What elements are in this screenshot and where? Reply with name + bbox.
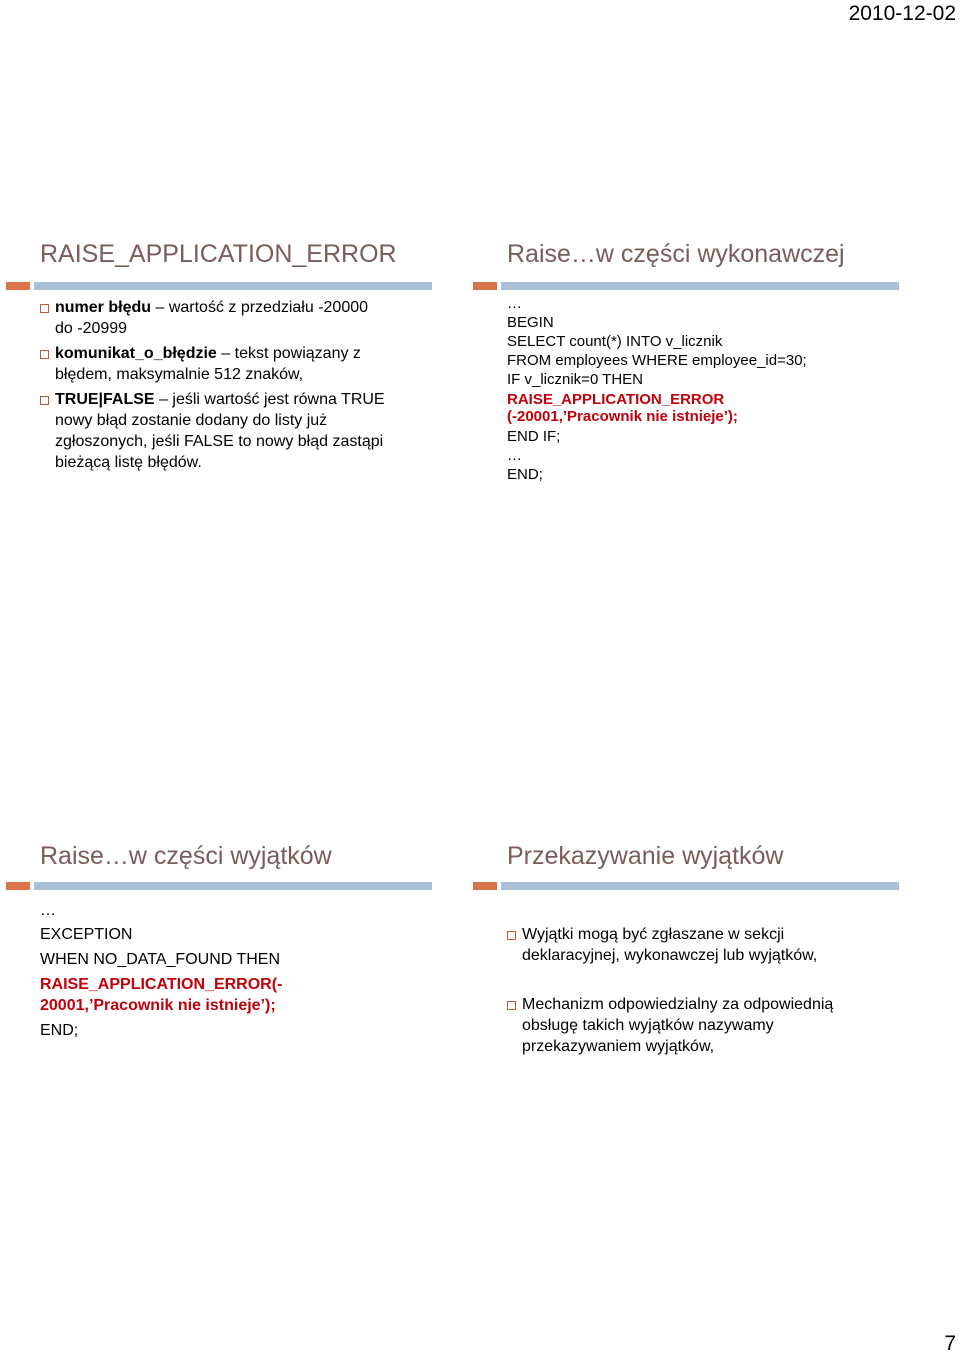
code-line-highlight: 20001,’Pracownik nie istnieje’); [40,997,276,1014]
code-line: … [507,295,522,312]
code-line: END IF; [507,428,561,445]
square-bullet-icon [507,1001,516,1010]
code-line: EXCEPTION [40,926,133,943]
slide-raise-exceptions [40,842,440,871]
code-line: END; [507,466,543,483]
square-bullet-icon [40,396,49,405]
slide-title: Przekazywanie wyjątków [507,842,784,870]
slide-title: Raise…w części wykonawczej [507,240,845,268]
slide-title: Raise…w części wyjątków [40,842,332,870]
slide4-bullet-list [507,924,907,1057]
square-bullet-icon [40,350,49,359]
slide3-code-block [40,900,440,1041]
code-line: FROM employees WHERE employee_id=30; [507,352,807,369]
page-date: 2010-12-02 [848,2,956,25]
square-bullet-icon [40,304,49,313]
code-line: SELECT count(*) INTO v_licznik [507,333,723,350]
page-number: 7 [944,1332,956,1355]
list-item: Wyjątki mogą być zgłaszane w sekcji deklaracyjnej, wykonawczej lub wyjątków, [507,924,907,966]
slide-exception-propagation [507,842,927,871]
title-rule [473,282,899,290]
code-line: … [40,902,56,919]
slide-raise-executable [507,240,927,269]
list-item: numer błędu – wartość z przedziału -20000 do -20999 [40,297,430,339]
code-line-highlight: RAISE_APPLICATION_ERROR(- [40,976,283,993]
code-line: … [507,447,522,464]
code-line-highlight: (-20001,’Pracownik nie istnieje’); [507,408,738,425]
slide1-bullet-list [40,297,430,473]
code-line: END; [40,1022,79,1039]
list-item: komunikat_o_błędzie – tekst powiązany z błędem, maksymalnie 512 znaków, [40,343,430,385]
slide2-code-block [507,294,907,484]
code-line: BEGIN [507,314,554,331]
list-item: TRUE|FALSE – jeśli wartość jest równa TRUE nowy błąd zostanie dodany do listy już zgłoszonych, jeśli FALSE to nowy błąd zastąpi bieżącą listę błędów. [40,389,430,473]
title-rule [6,282,432,290]
code-line: IF v_licznik=0 THEN [507,371,644,388]
slide-raise-application-error [40,240,440,269]
list-item: Mechanizm odpowiedzialny za odpowiednią obsługę takich wyjątków nazywamy przekazywaniem wyjątków, [507,994,907,1057]
slide-title: RAISE_APPLICATION_ERROR [40,240,397,268]
code-line: WHEN NO_DATA_FOUND THEN [40,951,281,968]
title-rule [6,882,432,890]
title-rule [473,882,899,890]
square-bullet-icon [507,931,516,940]
code-line-highlight: RAISE_APPLICATION_ERROR [507,391,725,408]
